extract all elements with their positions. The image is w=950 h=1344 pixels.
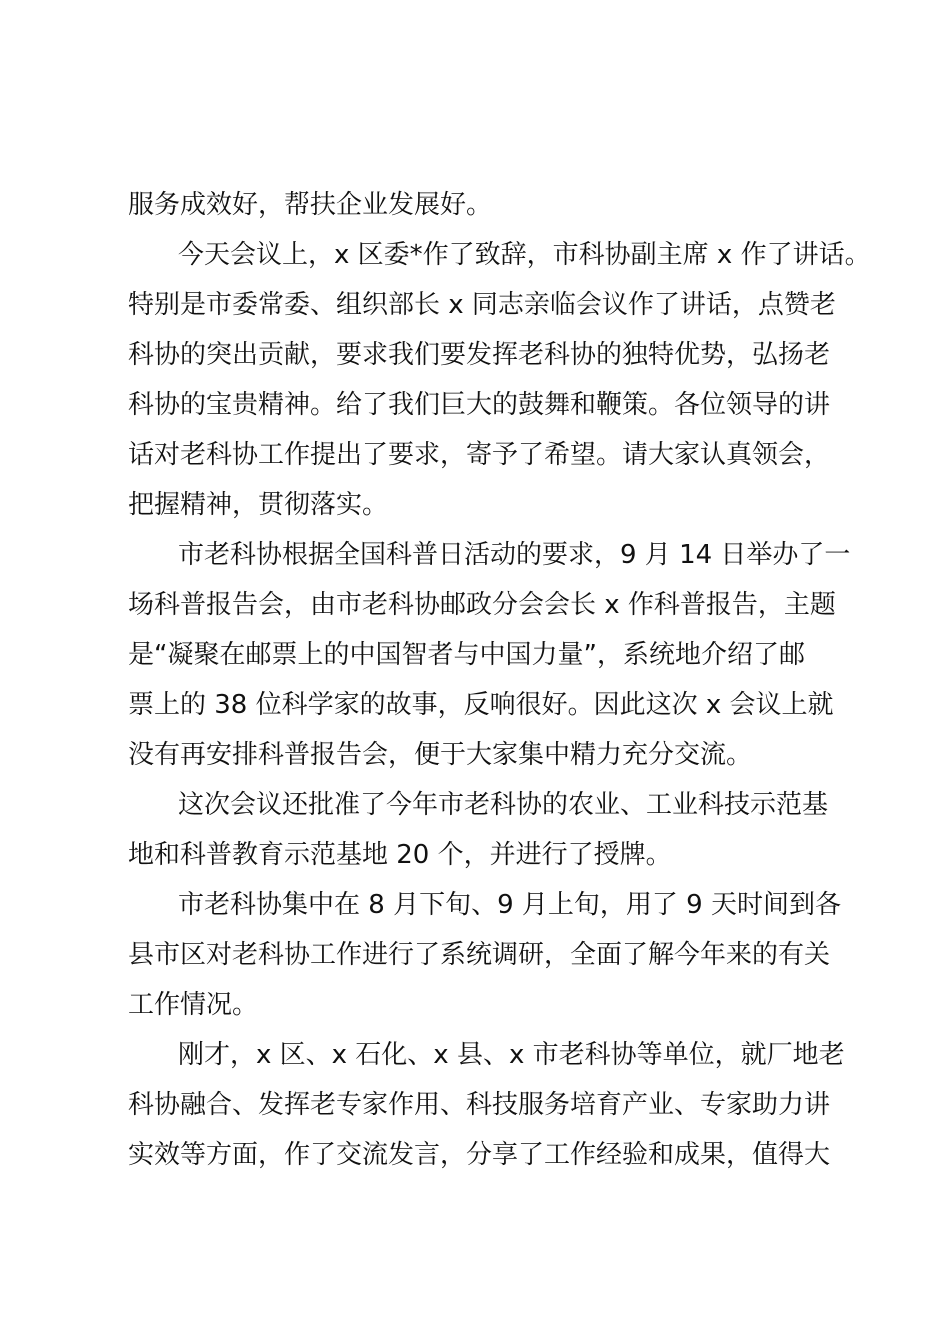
text-line: 地和科普教育示范基地 20 个，并进行了授牌。	[128, 840, 672, 870]
text-line: 没有再安排科普报告会，便于大家集中精力充分交流。	[128, 740, 753, 770]
text-line: 科协融合、发挥老专家作用、科技服务培育产业、专家助力讲	[128, 1090, 831, 1120]
paragraph-6	[128, 1030, 845, 1180]
document-body	[128, 180, 871, 1180]
text-line: 是“凝聚在邮票上的中国智者与中国力量”，系统地介绍了邮	[128, 640, 805, 670]
text-line: 科协的宝贵精神。给了我们巨大的鼓舞和鞭策。各位领导的讲	[128, 390, 831, 420]
text-line: 这次会议还批准了今年市老科协的农业、工业科技示范基	[178, 790, 829, 820]
text-line: 工作情况。	[128, 990, 259, 1020]
text-line: 实效等方面，作了交流发言，分享了工作经验和成果，值得大	[128, 1140, 831, 1170]
text-line: 票上的 38 位科学家的故事，反响很好。因此这次 x 会议上就	[128, 690, 834, 720]
text-line: 市老科协集中在 8 月下旬、9 月上旬，用了 9 天时间到各	[178, 890, 841, 920]
paragraph-3	[128, 530, 851, 780]
text-line: 话对老科协工作提出了要求，寄予了希望。请大家认真领会，	[128, 440, 831, 470]
paragraph-1	[128, 180, 840, 230]
text-line: 服务成效好，帮扶企业发展好。	[128, 190, 493, 220]
paragraph-2	[128, 230, 871, 530]
text-line: 今天会议上，x 区委*作了致辞，市科协副主席 x 作了讲话。	[178, 240, 871, 270]
text-line: 科协的突出贡献，要求我们要发挥老科协的独特优势，弘扬老	[128, 340, 831, 370]
paragraph-5	[128, 880, 840, 1030]
text-line: 县市区对老科协工作进行了系统调研，全面了解今年来的有关	[128, 940, 831, 970]
text-line: 刚才，x 区、x 石化、x 县、x 市老科协等单位，就厂地老	[178, 1040, 845, 1070]
text-line: 市老科协根据全国科普日活动的要求，9 月 14 日举办了一	[178, 540, 851, 570]
text-line: 特别是市委常委、组织部长 x 同志亲临会议作了讲话，点赞老	[128, 290, 836, 320]
text-line: 把握精神，贯彻落实。	[128, 490, 389, 520]
text-line: 场科普报告会，由市老科协邮政分会会长 x 作科普报告，主题	[128, 590, 836, 620]
paragraph-4	[128, 780, 840, 880]
